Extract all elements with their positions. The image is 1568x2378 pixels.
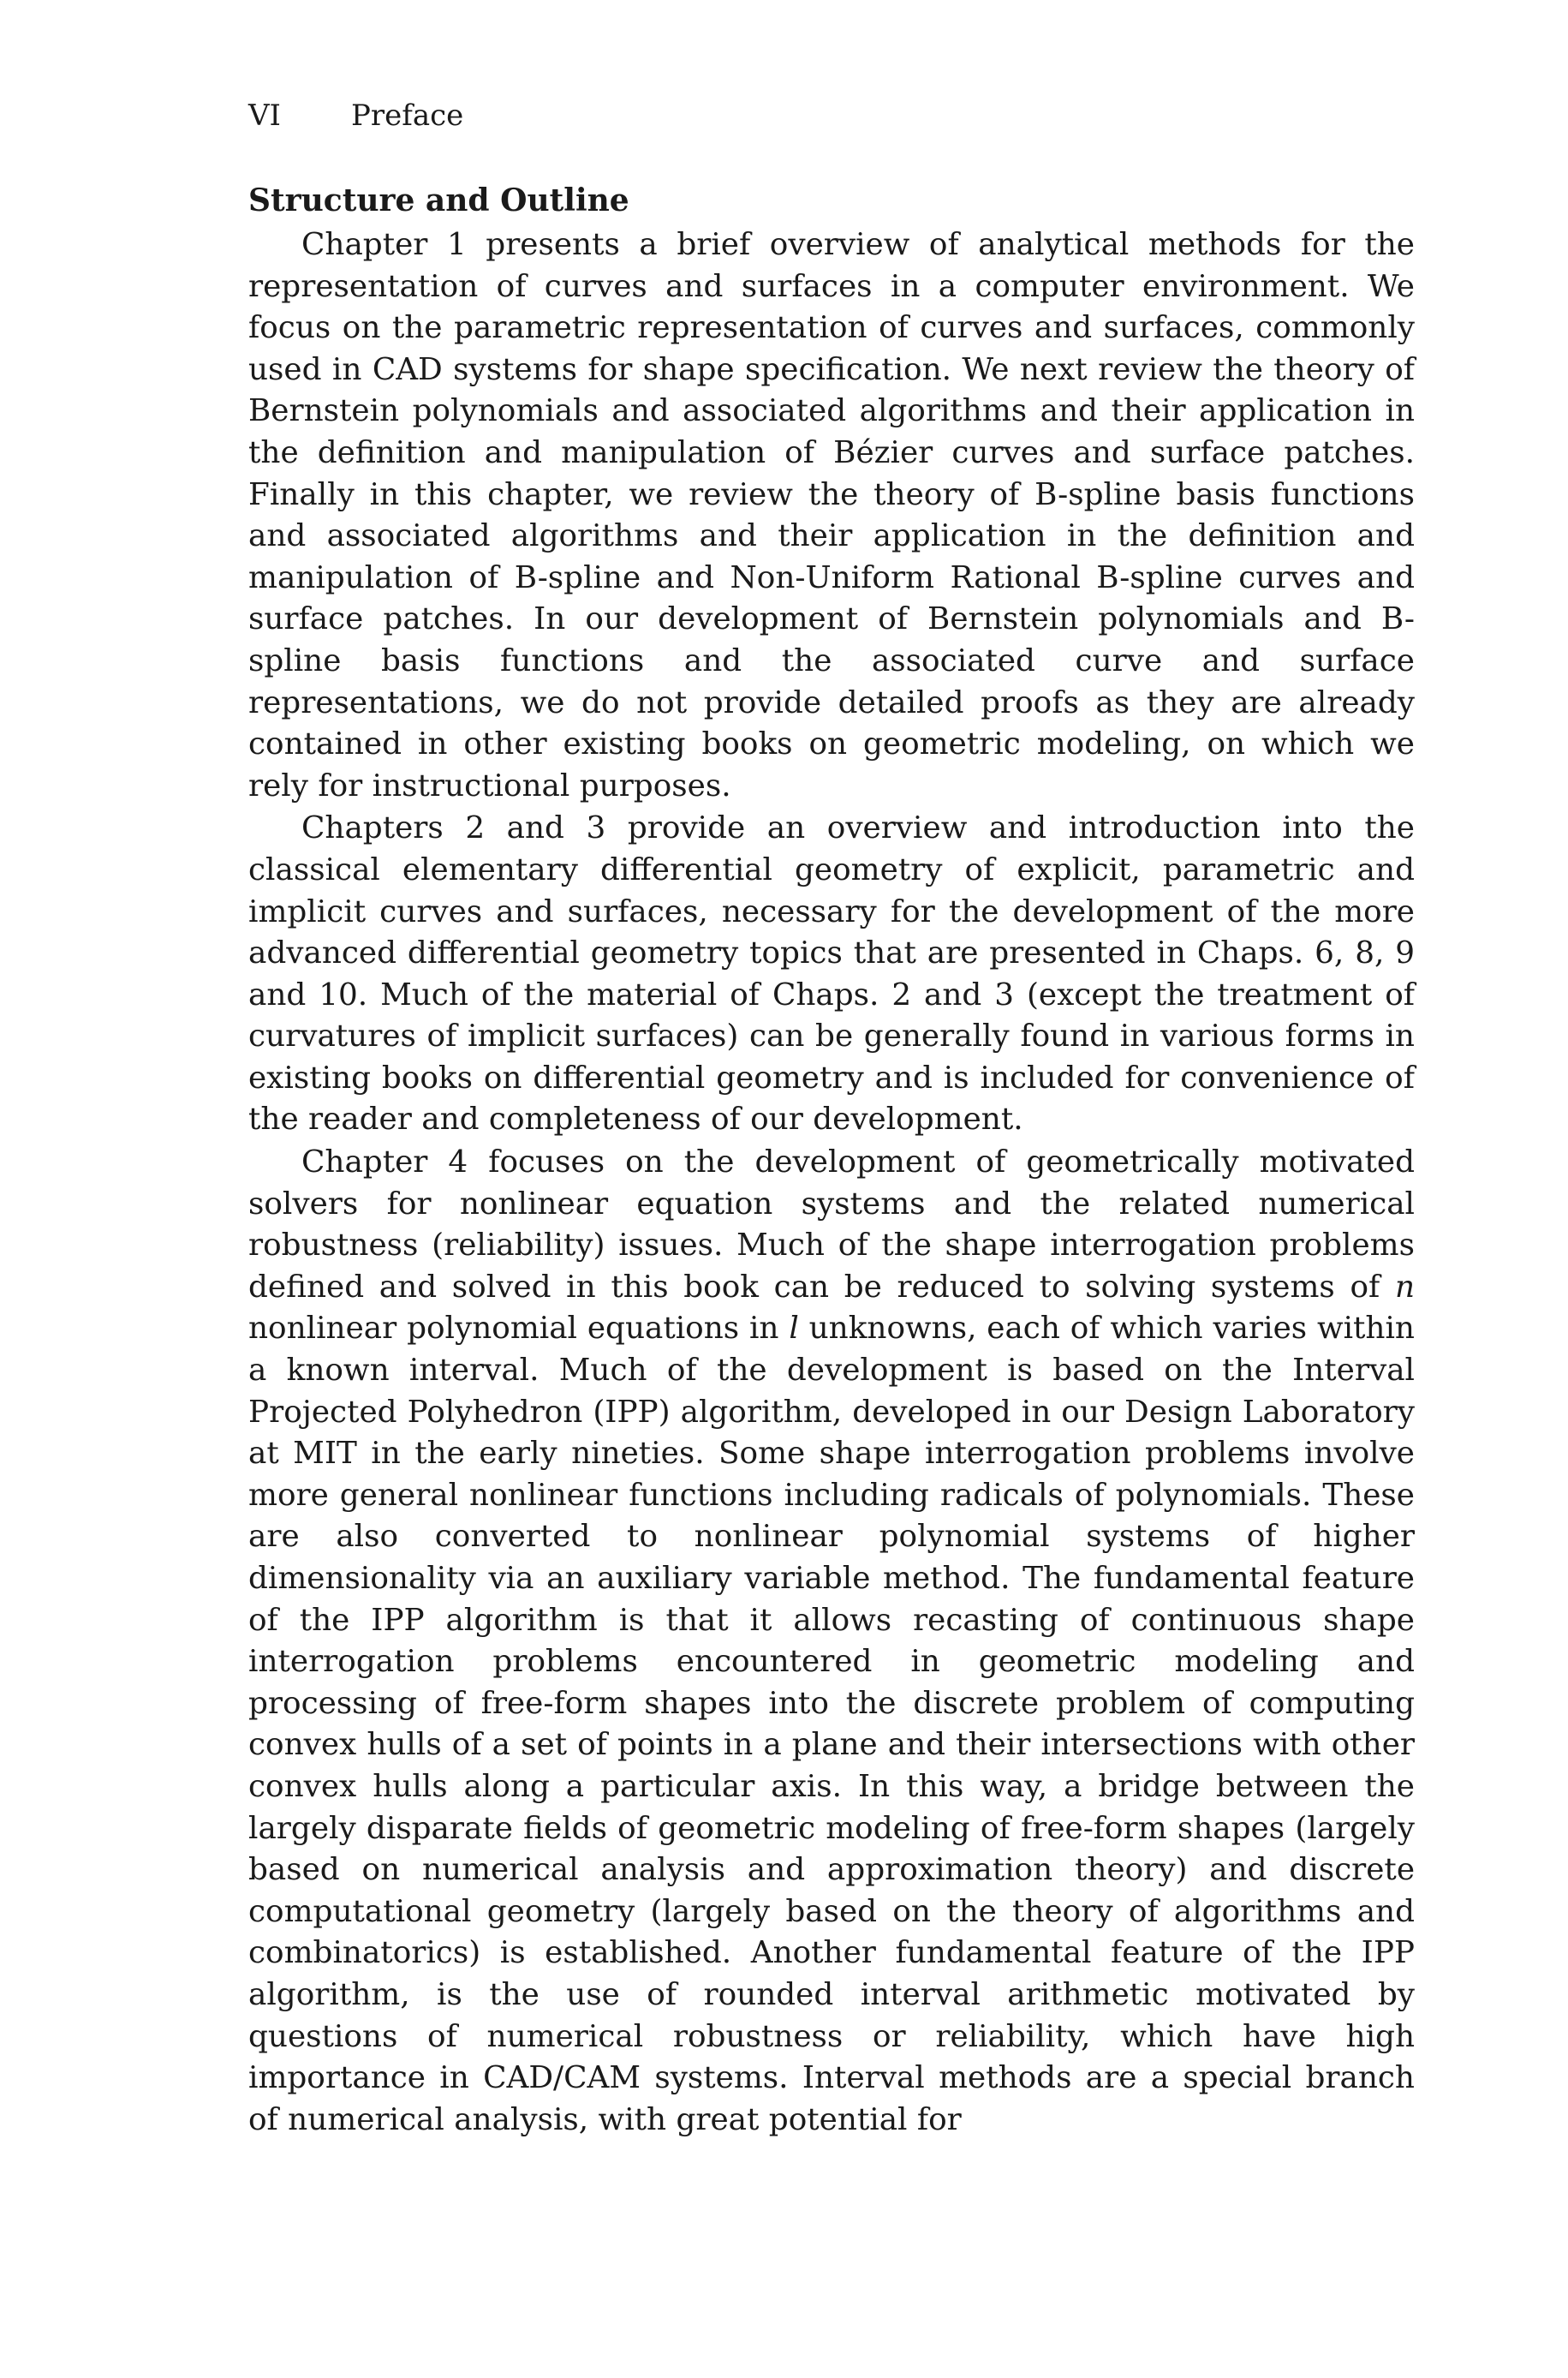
paragraph-text: nonlinear polynomial equations in <box>248 1311 790 1347</box>
paragraph-text: unknowns, each of which varies within a known interval. Much of the development is based on the Interval Projected Polyhedron (IPP) algorithm, developed in our Design Laboratory at MIT in the early nineties. Some shape interrogation problems involve more general nonlinear functions including radicals of polynomials. These are also converted to nonlinear polynomial systems of higher dimensionality via an auxiliary variable method. The fundamental feature of the IPP algorithm is that it allows recasting of continuous shape interrogation problems encountered in geometric modeling and processing of free-form shapes into the discrete problem of computing convex hulls of a set of points in a plane and their intersections with other convex hulls along a particular axis. In this way, a bridge between the largely disparate fields of geometric modeling of free-form shapes (largely based on numerical analysis and approximation theory) and discrete computational geometry (largely based on the theory of algorithms and combinatorics) is established. Another fundamental feature of the IPP algorithm, is the use of rounded interval arithmetic motivated by questions of numerical robustness or reliability, which have high importance in CAD/CAM systems. Interval methods are a special branch of numerical analysis, with great potential for <box>248 1311 1415 2137</box>
paragraph-text: Chapter 4 focuses on the development of geometrically motivated solvers for nonlinear equation systems and the related numerical robustness (reliability) issues. Much of the shape interrogation problems defined and solved in this book can be reduced to solving systems of <box>248 1144 1415 1305</box>
paragraph-chapter-4 <box>248 1142 1415 2141</box>
section-heading: Structure and Outline <box>248 182 629 218</box>
paragraph-chapters-2-3: Chapters 2 and 3 provide an overview and introduction into the classical elementary differential geometry of explicit, parametric and implicit curves and surfaces, necessary for the development of the more advanced differential geometry topics that are presented in Chaps. 6, 8, 9 and 10. Much of the material of Chaps. 2 and 3 (except the treatment of curvatures of implicit surfaces) can be generally found in various forms in existing books on differential geometry and is included for convenience of the reader and completeness of our development. <box>248 810 1415 1138</box>
math-variable-n: n <box>1394 1269 1415 1305</box>
math-variable-l: l <box>789 1311 799 1347</box>
text-block <box>248 180 1415 2141</box>
running-title: Preface <box>351 99 464 133</box>
running-head <box>248 99 464 133</box>
page-number: VI <box>248 99 281 133</box>
paragraph-chapter-1: Chapter 1 presents a brief overview of analytical methods for the representation of curves and surfaces in a computer environment. We focus on the parametric representation of curves and surfaces, commonly used in CAD systems for shape specification. We next review the theory of Bernstein polynomials and associated algorithms and their application in the definition and manipulation of Bézier curves and surface patches. Finally in this chapter, we review the theory of B-spline basis functions and associated algorithms and their application in the definition and manipulation of B-spline and Non-Uniform Rational B-spline curves and surface patches. In our development of Bernstein polynomials and B-spline basis functions and the associated curve and surface representations, we do not provide detailed proofs as they are already contained in other existing books on geometric modeling, on which we rely for instructional purposes. <box>248 227 1415 804</box>
